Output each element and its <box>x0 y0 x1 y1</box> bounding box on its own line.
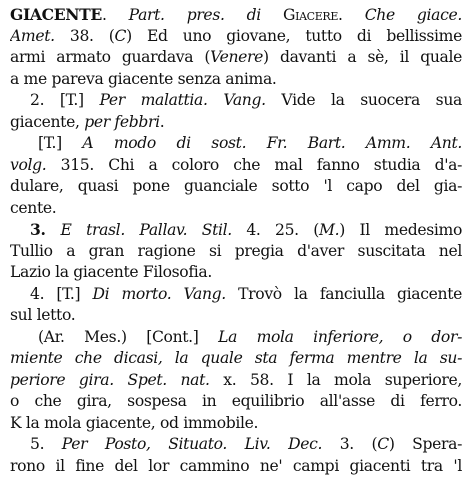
sense-2-sub-line-1: [T.] A modo di sost. Fr. Bart. Amm. Ant. <box>10 133 462 155</box>
sense-2-line-2: giacente, per febbri. <box>10 112 462 134</box>
entry-line-3: armi armato guardava (Venere) davanti a sè, il quale <box>10 47 462 69</box>
entry-line-2: Amet. 38. (C) Ed uno giovane, tutto di bellissime <box>10 26 462 48</box>
sense-5-line-1: 5. Per Posto, Situato. Liv. Dec. 3. (C) Spera- <box>10 434 462 456</box>
sense-4-sub-line-1: (Ar. Mes.) [Cont.] La mola inferiore, o dor- <box>10 327 462 349</box>
sense-2-sub-line-4: cente. <box>10 198 462 220</box>
sense-3-line-3: Lazio la giacente Filosofia. <box>10 262 462 284</box>
sense-3-line-2: Tullio a gran ragione si pregia d'aver suscitata nel <box>10 241 462 263</box>
sense-3-line-1: 3. E trasl. Pallav. Stil. 4. 25. (M.) Il medesimo <box>10 219 462 241</box>
sense-4-sub-line-5: K la mola giacente, od immobile. <box>10 413 462 435</box>
sense-4-sub-line-2: miente che dicasi, la quale sta ferma mentre la su- <box>10 348 462 370</box>
headword: GIACENTE <box>10 5 102 24</box>
sense-2-sub-line-3: dulare, quasi pone guanciale sotto 'l capo del gia- <box>10 176 462 198</box>
sense-4-line-1: 4. [T.] Di morto. Vang. Trovò la fanciulla giacente <box>10 284 462 306</box>
entry-line-4: a me pareva giacente senza anima. <box>10 69 462 91</box>
dictionary-entry <box>10 4 462 477</box>
sense-4-sub-line-3: periore gira. Spet. nat. x. 58. I la mola superiore, <box>10 370 462 392</box>
sense-4-sub-line-4: o che gira, sospesa in equilibrio all'asse di ferro. <box>10 391 462 413</box>
sense-2-line-1: 2. [T.] Per malattia. Vang. Vide la suocera sua <box>10 90 462 112</box>
entry-line-1: GIACENTE. Part. pres. di Giacere. Che giace. <box>10 4 462 26</box>
sense-4-line-2: sul letto. <box>10 305 462 327</box>
sense-2-sub-line-2: volg. 315. Chi a coloro che mal fanno studia d'a- <box>10 155 462 177</box>
sense-5-line-2: rono il fine del lor cammino ne' campi giacenti tra 'l <box>10 456 462 477</box>
